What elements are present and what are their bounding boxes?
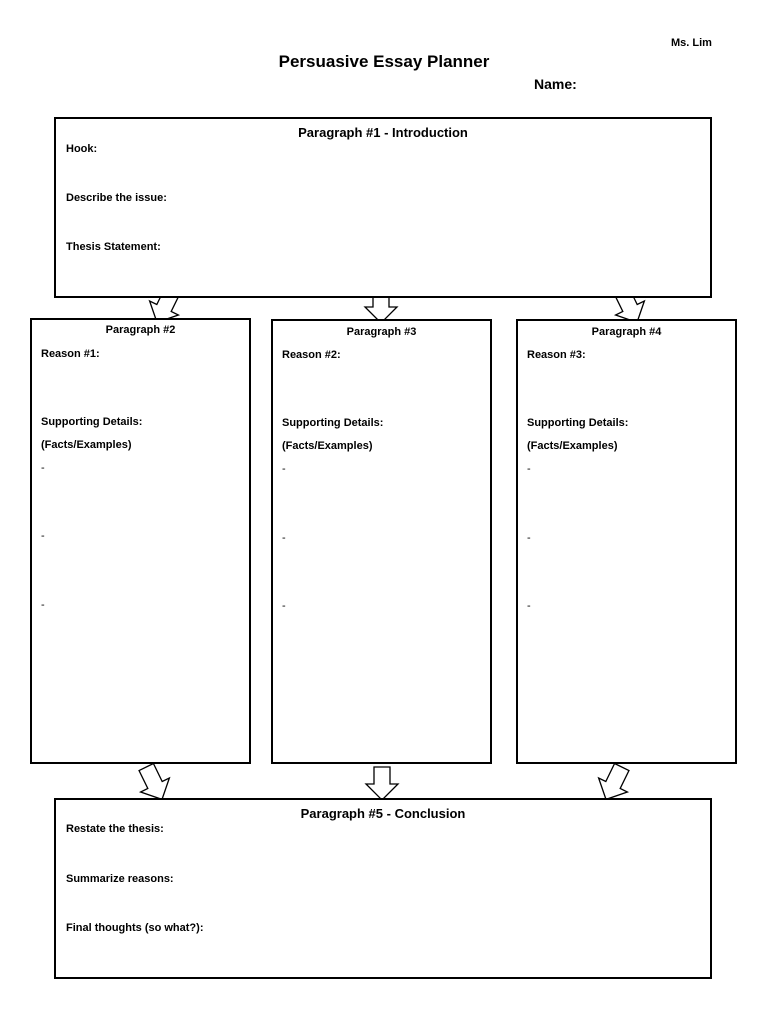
supporting-details-label: Supporting Details:	[282, 417, 384, 429]
summarize-reasons-label: Summarize reasons:	[66, 873, 174, 885]
facts-examples-label: (Facts/Examples)	[41, 439, 132, 451]
facts-examples-label: (Facts/Examples)	[282, 440, 373, 452]
paragraph-4-box	[516, 319, 737, 764]
bullet: -	[527, 463, 531, 475]
paragraph-2-title: Paragraph #2	[105, 324, 176, 336]
intro-title: Paragraph #1 - Introduction	[298, 125, 468, 140]
paragraph-4-title: Paragraph #4	[591, 326, 662, 338]
bullet: -	[527, 600, 531, 612]
conclusion-title: Paragraph #5 - Conclusion	[300, 806, 466, 821]
supporting-details-label: Supporting Details:	[527, 417, 629, 429]
restate-thesis-label: Restate the thesis:	[66, 823, 164, 835]
name-label: Name:	[534, 76, 577, 92]
bullet: -	[527, 532, 531, 544]
bullet: -	[41, 530, 45, 542]
describe-issue-label: Describe the issue:	[66, 192, 167, 204]
thesis-label: Thesis Statement:	[66, 241, 161, 253]
reason-label: Reason #3:	[527, 349, 586, 361]
reason-label: Reason #2:	[282, 349, 341, 361]
bullet: -	[41, 462, 45, 474]
teacher-name: Ms. Lim	[671, 37, 712, 49]
paragraph-3-title: Paragraph #3	[346, 326, 417, 338]
bullet: -	[282, 532, 286, 544]
conclusion-box	[54, 798, 712, 979]
arrow-down-icon	[366, 767, 398, 800]
bullet: -	[41, 599, 45, 611]
bullet: -	[282, 463, 286, 475]
supporting-details-label: Supporting Details:	[41, 416, 143, 428]
facts-examples-label: (Facts/Examples)	[527, 440, 618, 452]
paragraph-3-box	[271, 319, 492, 764]
hook-label: Hook:	[66, 143, 98, 155]
intro-box	[54, 117, 712, 298]
reason-label: Reason #1:	[41, 348, 100, 360]
paragraph-2-box	[30, 318, 251, 764]
bullet: -	[282, 600, 286, 612]
final-thoughts-label: Final thoughts (so what?):	[66, 922, 204, 934]
page-title: Persuasive Essay Planner	[278, 52, 490, 71]
